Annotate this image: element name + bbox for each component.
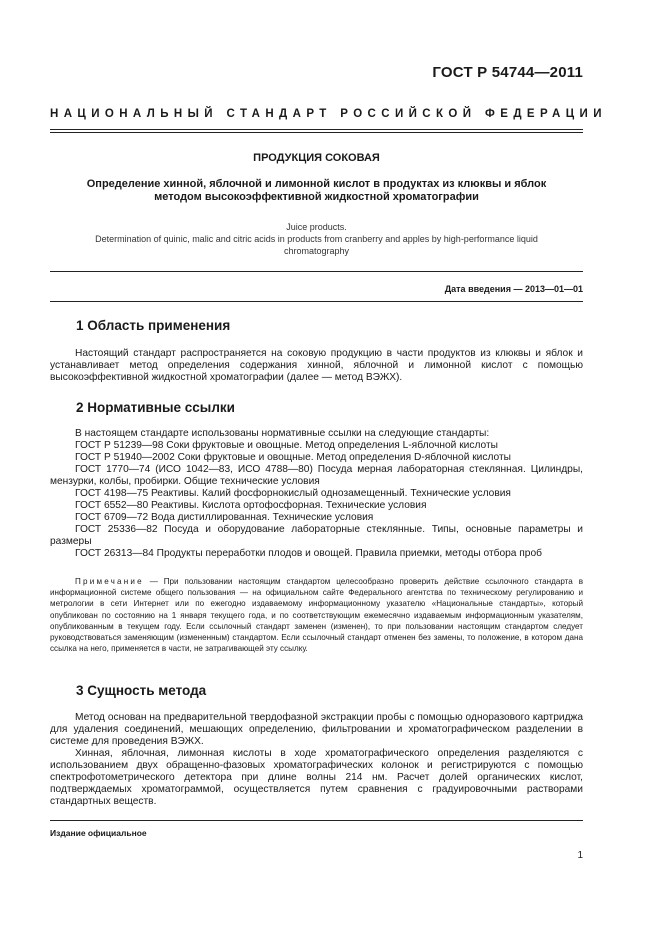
title-rule xyxy=(50,271,583,272)
ref-item: ГОСТ 25336—82 Посуда и оборудование лабораторные стеклянные. Типы, основные параметры и размеры xyxy=(50,524,583,547)
date-rule xyxy=(50,301,583,302)
section-2-body xyxy=(50,428,583,560)
ref-item: ГОСТ 1770—74 (ИСО 1042—83, ИСО 4788—80) Посуда мерная лабораторная стеклянная. Цилиндры, мензурки, колбы, пробирки. Общие технические условия xyxy=(50,464,583,487)
edition-label: Издание официальное xyxy=(50,828,147,838)
section-3-paragraph-2: Хинная, яблочная, лимонная кислоты в ходе хроматографического определения разделяются с использованием двух обращенно-фазовых хроматографических колонок и регистрируются с помощью спектрофотометрического детектора при длине волны 214 нм. Расчет долей органических кислот, подтверждаемых хроматограммой, осуществляется путем сравнения с градуировочными растворами стандартных веществ. xyxy=(50,748,583,807)
product-title: ПРОДУКЦИЯ СОКОВАЯ xyxy=(253,152,380,164)
standard-subtitle xyxy=(50,178,583,204)
english-line-1: Juice products. xyxy=(286,222,347,232)
section-2-note xyxy=(50,576,583,654)
ref-item: ГОСТ 26313—84 Продукты переработки плодов и овощей. Правила приемки, методы отбора проб xyxy=(75,548,542,559)
section-3-paragraph-1: Метод основан на предварительной твердофазной экстракции пробы с помощью одноразового картриджа для удаления соединений, мешающих определению, фильтровании и хроматографическом разделении в системе для проведения ВЭЖХ. xyxy=(50,712,583,747)
ref-item: ГОСТ 6552—80 Реактивы. Кислота ортофосфорная. Технические условия xyxy=(75,500,427,511)
section-2-heading: 2 Нормативные ссылки xyxy=(76,400,235,415)
note-label: Примечание xyxy=(75,577,144,586)
ref-item: ГОСТ 6709—72 Вода дистиллированная. Технические условия xyxy=(75,512,374,523)
english-line-3: chromatography xyxy=(283,246,350,256)
header-rule-bottom xyxy=(50,132,583,133)
section-1-heading: 1 Область применения xyxy=(76,318,231,333)
national-standard-banner: НАЦИОНАЛЬНЫЙ СТАНДАРТ РОССИЙСКОЙ ФЕДЕРАЦИИ xyxy=(50,108,607,120)
note-text: — При пользовании настоящим стандартом целесообразно проверить действие ссылочного стандарта в информационной системе общего пользования — на официальном сайте Федерального агентства по техническому регулированию и метрологии в сети Интернет или по ежегодно издаваемому информационному указателю «Национальные стандарты», который опубликован по состоянию на 1 января текущего года, и по соответствующим ежемесячно издаваемым информационным указателям, опубликованным в текущем году. Если ссылочный стандарт заменен (изменен), то при пользовании настоящим стандартом следует руководствоваться заменяющим (измененным) стандартом. Если ссылочный стандарт отменен без замены, то положение, в котором дана ссылка на него, применяется в части, не затрагивающей эту ссылку. xyxy=(50,577,583,654)
section-3-body xyxy=(50,712,583,808)
subtitle-line-2: методом высокоэффективной жидкостной хроматографии xyxy=(154,191,479,203)
header-rule-top xyxy=(50,129,583,130)
ref-item: ГОСТ 4198—75 Реактивы. Калий фосфорнокислый однозамещенный. Технические условия xyxy=(75,488,511,499)
date-of-introduction: Дата введения — 2013—01—01 xyxy=(444,284,583,294)
gost-number: ГОСТ Р 54744—2011 xyxy=(432,64,583,81)
ref-item: ГОСТ Р 51239—98 Соки фруктовые и овощные. Метод определения L-яблочной кислоты xyxy=(75,440,498,451)
section-1-body xyxy=(50,348,583,384)
section-1-text: Настоящий стандарт распространяется на соковую продукцию в части продуктов из клюквы и яблок и устанавливает метод определения содержания хинной, яблочной и лимонной кислот с помощью высокоэффективной жидкостной хроматографии (далее — метод ВЭЖХ). xyxy=(50,348,583,383)
english-title xyxy=(50,221,583,257)
ref-item: ГОСТ Р 51940—2002 Соки фруктовые и овощные. Метод определения D-яблочной кислоты xyxy=(75,452,511,463)
section-3-heading: 3 Сущность метода xyxy=(76,683,207,698)
english-line-2: Determination of quinic, malic and citric acids in products from cranberry and apples by high-performance liquid xyxy=(95,234,538,244)
subtitle-line-1: Определение хинной, яблочной и лимонной кислот в продуктах из клюквы и яблок xyxy=(86,178,547,190)
page-number: 1 xyxy=(577,850,583,861)
section-2-intro: В настоящем стандарте использованы нормативные ссылки на следующие стандарты: xyxy=(75,428,490,439)
footer-rule xyxy=(50,820,583,821)
